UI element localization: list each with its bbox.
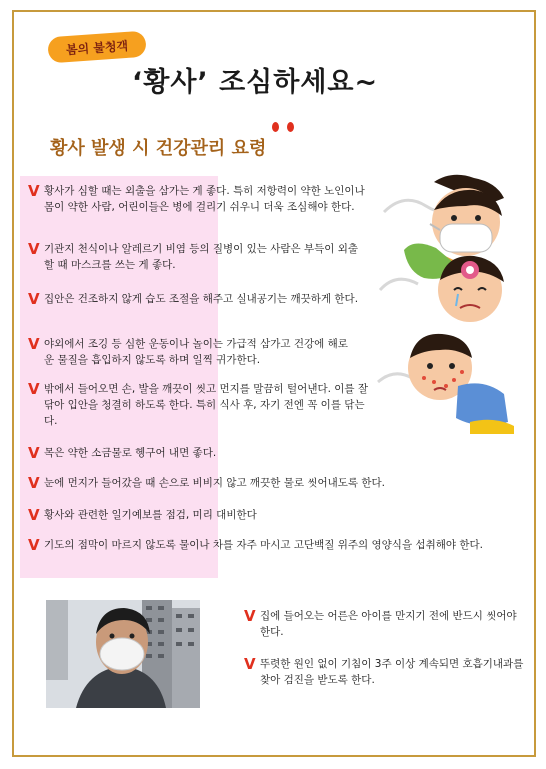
badge: 봄의 불청객: [47, 31, 147, 64]
subtitle: 황사 발생 시 건강관리 요령: [50, 138, 267, 159]
check-mark-icon: V: [28, 380, 40, 398]
list-item-text: 기도의 점막이 마르지 않도록 물이나 차를 자주 마시고 고단백질 위주의 영양식을 섭취해야 한다.: [44, 539, 483, 551]
page-title: ‘황사’ 조심하세요~: [132, 67, 379, 98]
list-item: [28, 336, 348, 368]
list-item: [28, 537, 514, 553]
list-item: [28, 381, 373, 429]
dot-left: [272, 122, 279, 132]
list-item: [28, 291, 368, 307]
children-dust-illustration: [374, 172, 524, 434]
check-mark-icon: V: [244, 607, 256, 625]
decoration-dots: [270, 122, 300, 134]
dot-right: [287, 122, 294, 132]
list-item: [28, 445, 368, 461]
check-mark-icon: V: [28, 290, 40, 308]
list-item-text: 기관지 천식이나 알레르기 비염 등의 질병이 있는 사람은 부득이 외출할 때 마스크를 쓰는 게 좋다.: [44, 243, 359, 271]
list-item-text: 뚜렷한 원인 없이 기침이 3주 이상 계속되면 호흡기내과를 찾아 검진을 받도록 한다.: [260, 658, 524, 686]
check-mark-icon: V: [28, 182, 40, 200]
list-item-text: 황사와 관련한 일기예보를 점검, 미리 대비한다: [44, 509, 257, 521]
list-item: [28, 183, 368, 215]
list-item: [28, 475, 514, 491]
list-item-text: 집안은 건조하지 않게 습도 조절을 해주고 실내공기는 깨끗하게 한다.: [44, 293, 359, 305]
check-mark-icon: V: [28, 335, 40, 353]
blue-shirt-icon: [456, 383, 508, 425]
check-mark-icon: V: [244, 655, 256, 673]
man-with-mask-photo: [46, 600, 200, 708]
list-item: [28, 241, 368, 273]
check-mark-icon: V: [28, 536, 40, 554]
list-item-text: 야외에서 조깅 등 심한 운동이나 놀이는 가급적 삼가고 건강에 해로운 물질을 흡입하지 않도록 하며 일찍 귀가한다.: [44, 338, 348, 366]
check-mark-icon: V: [28, 506, 40, 524]
check-mark-icon: V: [28, 474, 40, 492]
check-mark-icon: V: [28, 444, 40, 462]
list-item-text: 목은 약한 소금물로 헹구어 내면 좋다.: [44, 447, 217, 459]
list-item-text: 황사가 심할 때는 외출을 삼가는 게 좋다. 특히 저항력이 약한 노인이나 몸이 약한 사람, 어린이들은 병에 걸리기 쉬우니 더욱 조심해야 한다.: [44, 185, 365, 213]
list-item: [244, 656, 524, 688]
list-item-text: 눈에 먼지가 들어갔을 때 손으로 비비지 않고 깨끗한 물로 씻어내도록 한다.: [44, 477, 386, 489]
crying-child-icon: [438, 256, 504, 322]
list-item: [244, 608, 524, 640]
list-item: [28, 507, 514, 523]
list-item-text: 집에 들어오는 어른은 아이를 만지기 전에 반드시 씻어야 한다.: [260, 610, 517, 638]
list-item-text: 밖에서 들어오면 손, 발을 깨끗이 씻고 먼지를 말끔히 털어낸다. 이를 잘 닦아 입안을 청결히 하도록 한다. 특히 식사 후, 자기 전엔 꼭 이를 닦는다.: [44, 383, 369, 427]
check-mark-icon: V: [28, 240, 40, 258]
